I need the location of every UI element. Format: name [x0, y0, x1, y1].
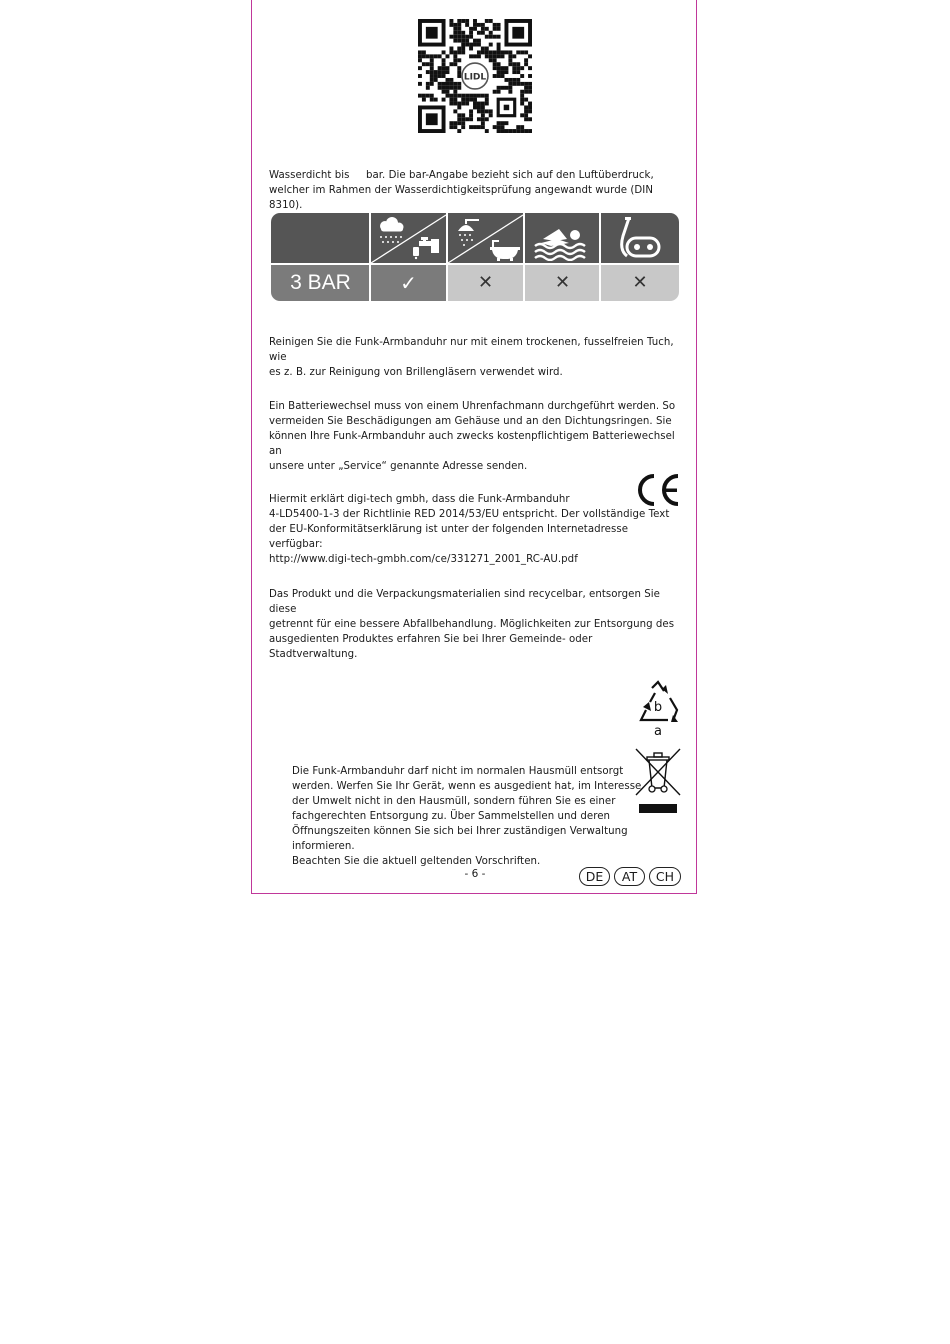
- text-line: können Ihre Funk-Armbanduhr auch zwecks kostenpflichtigem Batteriewechsel an: [269, 431, 675, 457]
- recycle-label-a: a: [654, 724, 662, 738]
- shower-bath-icon: [452, 217, 520, 261]
- cross-icon: ✕: [632, 272, 648, 293]
- text-line: Die Funk-Armbanduhr darf nicht im normalen Hausmüll entsorgt: [292, 766, 624, 777]
- swimming-icon: [529, 219, 597, 261]
- rain-tap-icon: [375, 217, 443, 261]
- country-badge-at: AT: [614, 867, 645, 886]
- check-icon: ✓: [400, 271, 417, 295]
- text-line: welcher im Rahmen der Wasserdichtigkeitsprüfung angewandt wurde (DIN 8310).: [269, 185, 654, 211]
- text-line: getrennt für eine bessere Abfallbehandlung. Möglichkeiten zur Entsorgung des: [269, 619, 675, 630]
- text-line: Wasserdicht bis bar. Die bar-Angabe bezieht sich auf den Luftüberdruck,: [269, 170, 654, 181]
- country-badge-de: DE: [579, 867, 610, 886]
- conformity-paragraph: [269, 492, 684, 567]
- text-line: Öffnungszeiten können Sie sich bei Ihrer zuständigen Verwaltung informieren.: [292, 826, 628, 852]
- text-line: unsere unter „Service“ genannte Adresse senden.: [269, 461, 528, 472]
- text-line: der Umwelt nicht in den Hausmüll, sondern führen Sie es einer: [292, 796, 616, 807]
- cleaning-paragraph: [269, 335, 684, 380]
- conformity-url: http://www.digi-tech-gmbh.com/ce/331271_2001_RC-AU.pdf: [269, 554, 578, 565]
- cross-icon: ✕: [477, 272, 494, 293]
- text-line: Beachten Sie die aktuell geltenden Vorschriften.: [292, 856, 541, 867]
- text-line: ausgedienten Produktes erfahren Sie bei Ihrer Gemeinde- oder Stadtverwaltung.: [269, 634, 593, 660]
- waterproof-paragraph: [269, 168, 684, 213]
- country-badge-ch: CH: [649, 867, 681, 886]
- recycling-paragraph: [269, 587, 684, 662]
- page-number: - 6 -: [464, 868, 486, 880]
- text-line: vermeiden Sie Beschädigungen am Gehäuse und an den Dichtungsringen. Sie: [269, 416, 672, 427]
- text-line: Hiermit erklärt digi-tech gmbh, dass die Funk-Armbanduhr: [269, 494, 570, 505]
- text-line: werden. Werfen Sie Ihr Gerät, wenn es ausgedient hat, im Interesse: [292, 781, 642, 792]
- disposal-paragraph: [292, 764, 692, 869]
- recycle-label-b: b: [653, 700, 663, 715]
- text-line: es z. B. zur Reinigung von Brillengläsern verwendet wird.: [269, 367, 563, 378]
- text-line: 4-LD5400-1-3 der Richtlinie RED 2014/53/EU entspricht. Der vollständige Text: [269, 509, 670, 520]
- cross-icon: ✕: [554, 272, 571, 293]
- recycle-icon: [633, 680, 683, 738]
- qr-logo: LIDL: [463, 72, 487, 83]
- qr-code: [417, 19, 533, 133]
- text-line: Ein Batteriewechsel muss von einem Uhrenfachmann durchgeführt werden. So: [269, 401, 676, 412]
- water-resistance-table: [271, 213, 679, 301]
- text-line: fachgerechten Entsorgung zu. Über Sammelstellen und deren: [292, 811, 611, 822]
- text-line: der EU-Konformitätserklärung ist unter der folgenden Internetadresse verfügbar:: [269, 524, 629, 550]
- snorkel-icon: [607, 216, 675, 262]
- pressure-rating: 3 BAR: [290, 271, 351, 294]
- battery-paragraph: [269, 399, 684, 474]
- text-line: Reinigen Sie die Funk-Armbanduhr nur mit einem trockenen, fusselfreien Tuch, wie: [269, 337, 674, 363]
- text-line: Das Produkt und die Verpackungsmaterialien sind recycelbar, entsorgen Sie diese: [269, 589, 660, 615]
